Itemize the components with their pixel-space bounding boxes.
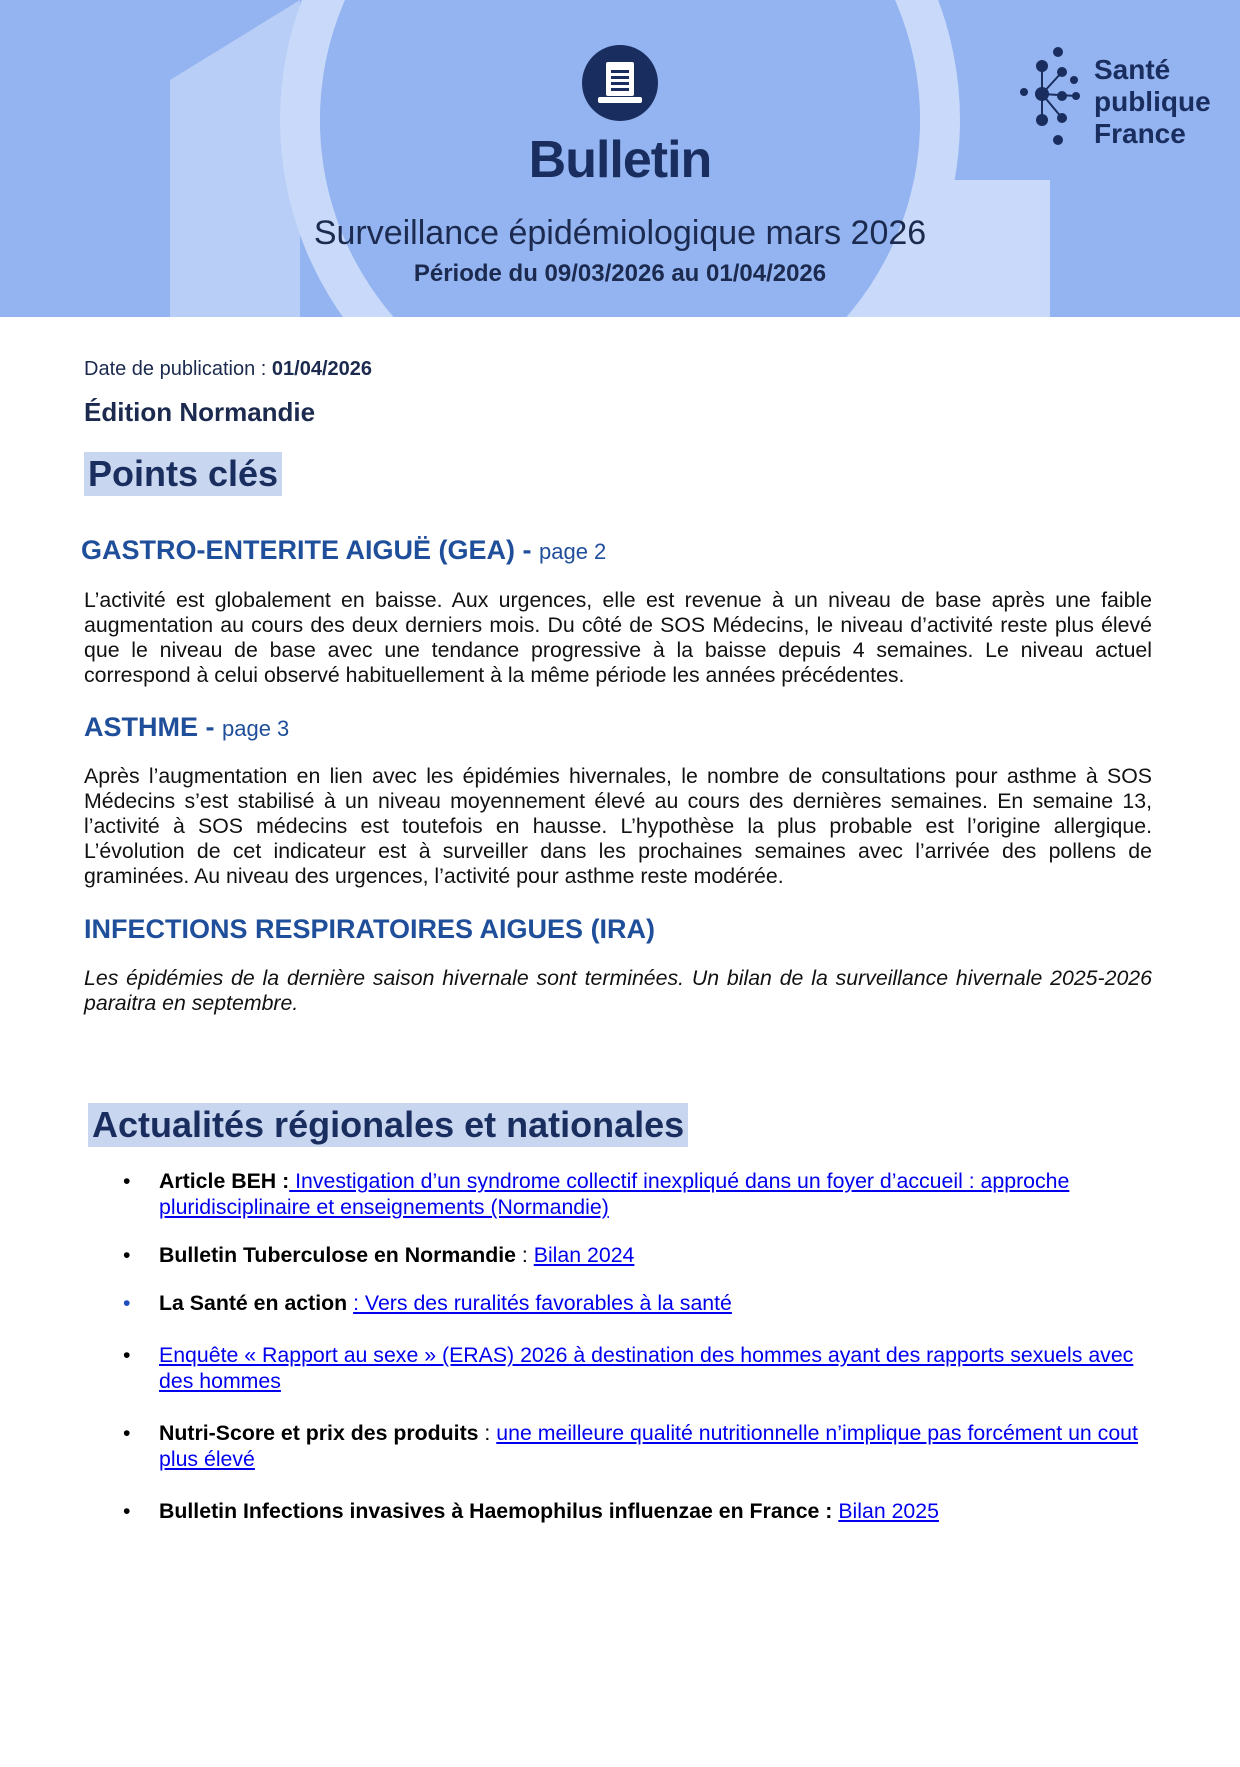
news-item-sante-en-action: • La Santé en action : Vers des ruralités favorables à la santé [123,1291,732,1315]
logo-text: Santé publique France [1094,54,1211,149]
bulletin-period: Période du 09/03/2026 au 01/04/2026 [413,260,827,287]
news-item-nutri-score: • Nutri-Score et prix des produits : une meilleure qualité nutritionnelle n’implique pas forcément un cout plus élevé [123,1421,1138,1471]
news-list [120,1168,1160,1524]
ira-paragraph: Les épidémies de la dernière saison hivernale sont terminées. Un bilan de la surveillance hivernale 2025-2026 paraitra en septembre. [84,966,1152,1015]
points-cles-heading: Points clés [84,452,282,496]
publication-date: Date de publication : 01/04/2026 [84,358,373,380]
sante-publique-france-logo [1014,44,1214,154]
news-item-eras: • Enquête « Rapport au sexe » (ERAS) 2026 à destination des hommes ayant des rapports sexuels avec des hommes [123,1343,1134,1393]
asthme-heading: ASTHME - page 3 [84,712,290,742]
news-link-beh[interactable]: Investigation d’un syndrome collectif inexpliqué dans un foyer d’accueil : approche pluridisciplinaire et enseignements (Normandie) [159,1169,1070,1219]
gea-paragraph: L’activité est globalement en baisse. Aux urgences, elle est revenue à un niveau de base après une faible augmentation au cours des deux derniers mois. Du côté de SOS Médecins, le niveau d’activité reste plus élevé que le niveau de base avec une tendance progressive à la baisse depuis 4 semaines. Le niveau actuel correspond à celui observé habituellement à la même période les années précédentes. [84,588,1152,687]
news-item-article-beh: • Article BEH : Investigation d’un syndrome collectif inexpliqué dans un foyer d’accueil : approche pluridisciplinaire et enseignements (Normandie) [123,1169,1070,1219]
header-banner [0,0,1240,317]
bulletin-title: Bulletin [528,131,712,189]
asthme-paragraph: Après l’augmentation en lien avec les épidémies hivernales, le nombre de consultations pour asthme à SOS Médecins s’est stabilisé à un niveau moyennement élevé au cours des dernières semaines. En semaine 13, l’activité à SOS médecins est toutefois en hausse. L’hypothèse la plus probable est l’origine allergique. L’évolution de cet indicateur est à surveiller dans les prochaines semaines avec l’arrivée des pollens de graminées. Au niveau des urgences, l’activité pour asthme reste modérée. [84,764,1152,888]
edition-title: Édition Normandie [84,397,316,427]
news-link-nutri-score[interactable]: une meilleure qualité nutritionnelle n’implique pas forcément un cout plus élevé [159,1421,1138,1471]
news-link-sante-en-action[interactable]: : Vers des ruralités favorables à la santé [353,1291,732,1315]
logo-dots-icon [1014,44,1094,154]
bulletin-icon [582,45,658,121]
news-item-haemophilus: • Bulletin Infections invasives à Haemophilus influenzae en France : Bilan 2025 [123,1499,939,1523]
news-link-eras[interactable]: Enquête « Rapport au sexe » (ERAS) 2026 à destination des hommes ayant des rapports sexuels avec des hommes [159,1343,1134,1393]
news-link-tuberculose[interactable]: Bilan 2024 [533,1243,635,1267]
news-link-haemophilus[interactable]: Bilan 2025 [838,1499,939,1523]
news-item-tuberculose: • Bulletin Tuberculose en Normandie : Bilan 2024 [123,1243,635,1267]
bulletin-subtitle: Surveillance épidémiologique mars 2026 [313,214,927,252]
ira-heading: INFECTIONS RESPIRATOIRES AIGUES (IRA) [84,914,656,944]
gea-heading: GASTRO-ENTERITE AIGUË (GEA) - page 2 [81,535,607,565]
actualites-heading: Actualités régionales et nationales [88,1103,688,1147]
